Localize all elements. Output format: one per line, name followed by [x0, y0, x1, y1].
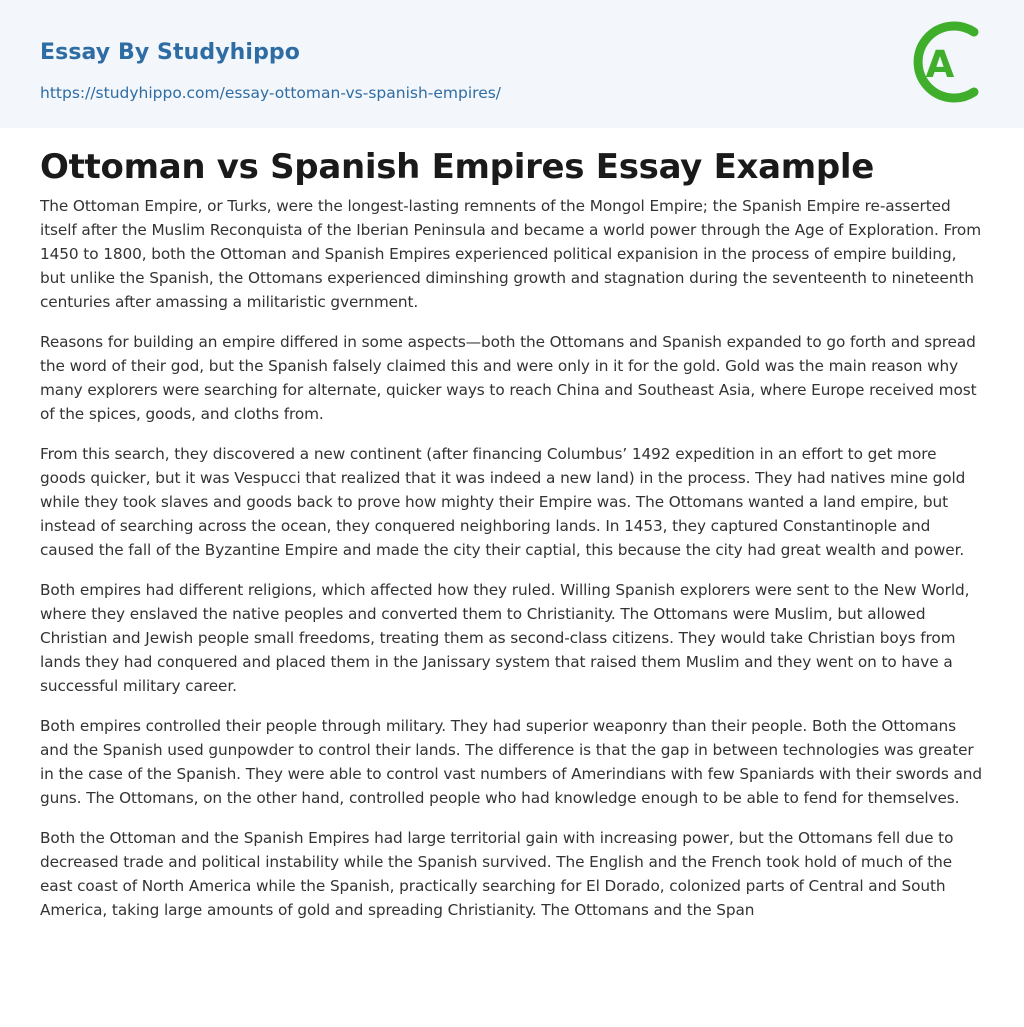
essay-paragraph: Both the Ottoman and the Spanish Empires had large territorial gain with increasing power, but the Ottomans fell due to decreased trade and political instability while the Spanish survived. The English and the French took hold of much of the east coast of North America while the Spanish, practically searching for El Dorado, colonized parts of Central and South America, taking large amounts of gold and spreading Christianity. The Ottomans and the Span [40, 829, 954, 919]
essay-paragraph: The Ottoman Empire, or Turks, were the longest-lasting remnents of the Mongol Empire; the Spanish Empire re-asserted itself after the Muslim Reconquista of the Iberian Peninsula and became a world power through the Age of Exploration. From 1450 to 1800, both the Ottoman and Spanish Empires experienced political expanision in the process of empire building, but unlike the Spanish, the Ottomans experienced diminshing growth and stagnation during the seventeenth to nineteenth centuries after amassing a militaristic gvernment. [40, 197, 981, 311]
essay-body [40, 194, 986, 1027]
essay-url-link[interactable]: https://studyhippo.com/essay-ottoman-vs-spanish-empires/ [40, 84, 502, 102]
logo-letter: A [925, 43, 955, 86]
page-title: Ottoman vs Spanish Empires Essay Example [40, 147, 875, 187]
essay-paragraph: Both empires controlled their people through military. They had superior weaponry than their people. Both the Ottomans and the Spanish used gunpowder to control their lands. The difference is that the gap in between technologies was greater in the case of the Spanish. They were able to control vast numbers of Amerindians with few Spaniards with their swords and guns. The Ottomans, on the other hand, controlled people who had knowledge enough to be able to fend for themselves. [40, 717, 982, 807]
essay-paragraph: Both empires had different religions, which affected how they ruled. Willing Spanish explorers were sent to the New World, where they enslaved the native peoples and converted them to Christianity. The Ottomans were Muslim, but allowed Christian and Jewish people small freedoms, treating them as second-class citizens. They would take Christian boys from lands they had conquered and placed them in the Janissary system that raised them Muslim and they went on to have a successful military career. [40, 581, 970, 695]
essay-paragraph: From this search, they discovered a new continent (after financing Columbus’ 1492 expedition in an effort to get more goods quicker, but it was Vespucci that realized that it was indeed a new land) in the process. They had natives mine gold while they took slaves and goods back to prove how mighty their Empire was. The Ottomans wanted a land empire, but instead of searching across the ocean, they conquered neighboring lands. In 1453, they captured Constantinople and caused the fall of the Byzantine Empire and made the city their captial, this because the city had great wealth and power. [40, 445, 966, 559]
studyhippo-logo-icon[interactable] [912, 18, 988, 106]
site-header [0, 0, 1024, 128]
site-brand[interactable]: Essay By Studyhippo [40, 40, 300, 65]
essay-paragraph: Reasons for building an empire differed in some aspects—both the Ottomans and Spanish expanded to go forth and spread the word of their god, but the Spanish falsely claimed this and were only in it for the gold. Gold was the main reason why many explorers were searching for alternate, quicker ways to reach China and Southeast Asia, where Europe received most of the spices, goods, and cloths from. [40, 333, 977, 423]
